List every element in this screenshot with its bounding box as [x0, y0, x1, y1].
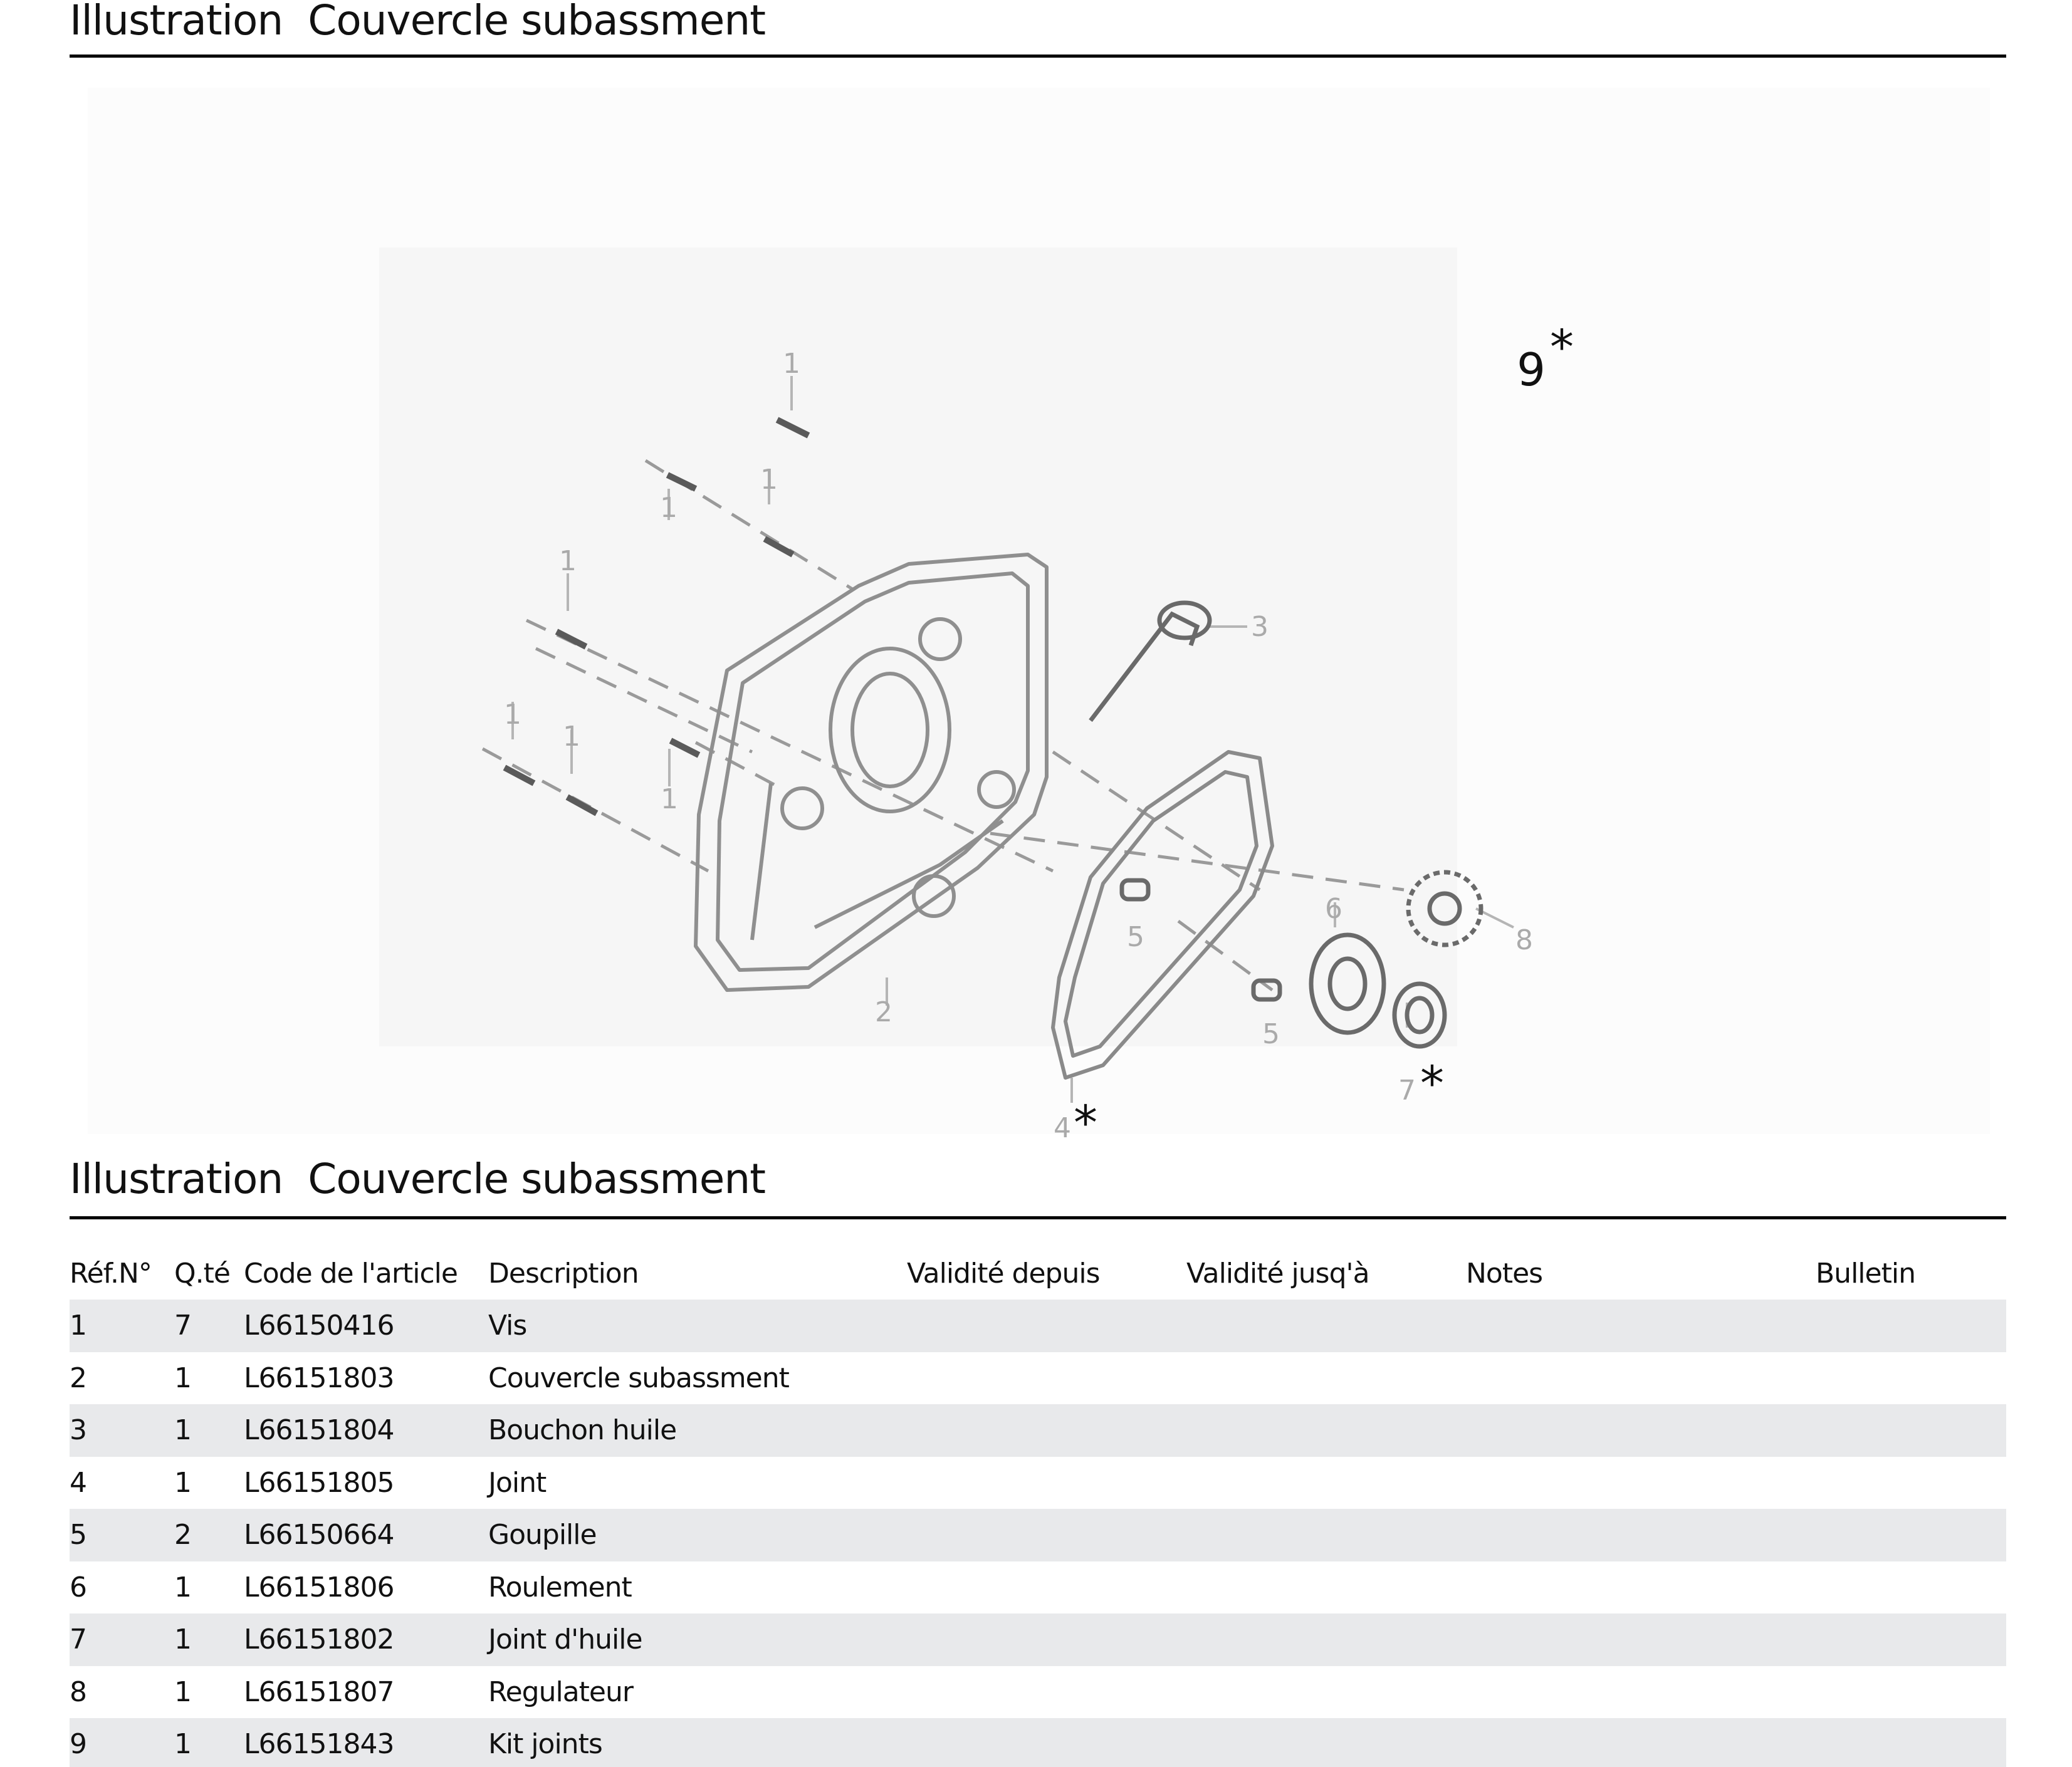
mount-boss [979, 772, 1014, 807]
cell-valid-to [1186, 1718, 1466, 1767]
oil-seal-icon [1394, 984, 1445, 1046]
cell-qty: 7 [174, 1300, 244, 1352]
callout-2: 2 [875, 996, 892, 1028]
cell-description: Goupille [488, 1509, 907, 1561]
callout-1: 1 [504, 699, 521, 731]
cell-qty: 1 [174, 1613, 244, 1666]
title-label: Illustration [70, 0, 283, 44]
cell-code: L66151804 [244, 1404, 488, 1457]
callout-1: 1 [783, 348, 800, 380]
governor-gear-icon [1408, 872, 1481, 945]
cell-valid-to [1186, 1300, 1466, 1352]
cell-qty: 1 [174, 1457, 244, 1509]
cell-bulletin [1816, 1718, 2006, 1767]
gasket-asterisk: * [1074, 1095, 1097, 1140]
cell-ref: 2 [70, 1352, 174, 1405]
cell-valid-to [1186, 1561, 1466, 1614]
cell-ref: 5 [70, 1509, 174, 1561]
cell-description: Bouchon huile [488, 1404, 907, 1457]
cell-bulletin [1816, 1300, 2006, 1352]
cell-valid-from [907, 1404, 1186, 1457]
cell-code: L66150416 [244, 1300, 488, 1352]
cover-rib [815, 821, 1003, 927]
mount-boss [782, 788, 822, 828]
cell-code: L66150664 [244, 1509, 488, 1561]
cell-description: Kit joints [488, 1718, 907, 1767]
cell-valid-to [1186, 1613, 1466, 1666]
cell-ref: 9 [70, 1718, 174, 1767]
cell-bulletin [1816, 1561, 2006, 1614]
cell-code: L66151805 [244, 1457, 488, 1509]
cell-qty: 1 [174, 1718, 244, 1767]
col-header-valid-from: Validité depuis [907, 1257, 1100, 1290]
cell-notes [1466, 1457, 1816, 1509]
governor-gear-hub [1430, 894, 1460, 924]
cell-valid-from [907, 1457, 1186, 1509]
cell-bulletin [1816, 1352, 2006, 1405]
oil-seal-icon-inner [1407, 998, 1432, 1032]
seal-asterisk: * [1420, 1055, 1444, 1111]
col-header-qty: Q.té [174, 1257, 230, 1290]
cell-notes [1466, 1300, 1816, 1352]
cell-notes [1466, 1666, 1816, 1719]
cell-description: Regulateur [488, 1666, 907, 1719]
cell-notes [1466, 1509, 1816, 1561]
parts-table [70, 1247, 2006, 1767]
col-header-bulletin: Bulletin [1816, 1257, 1915, 1290]
cell-bulletin [1816, 1666, 2006, 1719]
table-row [70, 1352, 2006, 1405]
col-header-ref: Réf.N° [70, 1257, 152, 1290]
title-text: Couvercle subassment [308, 0, 766, 44]
callout-6: 6 [1325, 893, 1342, 925]
cell-valid-from [907, 1509, 1186, 1561]
cell-description: Vis [488, 1300, 907, 1352]
cell-ref: 6 [70, 1561, 174, 1614]
bearing-bore-inner [852, 674, 928, 786]
cell-description: Roulement [488, 1561, 907, 1614]
cell-description: Joint d'huile [488, 1613, 907, 1666]
mount-boss [920, 619, 960, 659]
callout-1: 1 [559, 545, 577, 577]
oil-plug-icon [1091, 614, 1197, 721]
callout-1: 1 [661, 783, 678, 815]
cell-ref: 3 [70, 1404, 174, 1457]
table-row [70, 1666, 2006, 1719]
callout-4: 4 [1054, 1112, 1071, 1140]
col-header-valid-to: Validité jusq'à [1186, 1257, 1369, 1290]
cell-code: L66151803 [244, 1352, 488, 1405]
axis-line [990, 833, 1404, 890]
axis-line [526, 620, 1053, 871]
cell-notes [1466, 1613, 1816, 1666]
cell-description: Joint [488, 1457, 907, 1509]
cell-qty: 1 [174, 1561, 244, 1614]
cell-notes [1466, 1404, 1816, 1457]
dowel-pin-icon [1122, 880, 1148, 899]
table-row [70, 1509, 2006, 1561]
screw-icon [777, 420, 808, 435]
cell-qty: 1 [174, 1352, 244, 1405]
cell-code: L66151807 [244, 1666, 488, 1719]
cell-qty: 2 [174, 1509, 244, 1561]
kit-asterisk: * [1550, 319, 1574, 375]
cell-valid-to [1186, 1666, 1466, 1719]
bearing-icon-inner [1330, 959, 1365, 1009]
callout-3: 3 [1251, 611, 1269, 643]
callout-7: 7 [1398, 1075, 1416, 1107]
cell-qty: 1 [174, 1666, 244, 1719]
table-row [70, 1613, 2006, 1666]
cell-bulletin [1816, 1613, 2006, 1666]
table-row [70, 1457, 2006, 1509]
col-header-description: Description [488, 1257, 639, 1290]
callout-8: 8 [1515, 924, 1533, 956]
section-title-label: Illustration [70, 1155, 283, 1203]
screw-icon [765, 539, 793, 555]
table-row [70, 1404, 2006, 1457]
dowel-pin-icon [1253, 981, 1280, 999]
cell-ref: 7 [70, 1613, 174, 1666]
cell-code: L66151806 [244, 1561, 488, 1614]
screw-icon [671, 741, 699, 755]
screw-icon [557, 632, 586, 647]
cell-valid-from [907, 1561, 1186, 1614]
mount-boss [914, 876, 954, 916]
screw-icon [567, 797, 597, 813]
cell-ref: 8 [70, 1666, 174, 1719]
section-title-text: Couvercle subassment [308, 1155, 766, 1203]
cell-bulletin [1816, 1509, 2006, 1561]
cell-description: Couvercle subassment [488, 1352, 907, 1405]
kit-callout-9: 9 [1517, 343, 1546, 396]
cell-valid-from [907, 1718, 1186, 1767]
section-rule [70, 1216, 2006, 1219]
table-row [70, 1718, 2006, 1767]
callout-5: 5 [1262, 1018, 1280, 1050]
bearing-icon [1311, 935, 1384, 1033]
gasket-outline [1053, 752, 1272, 1078]
table-row [70, 1300, 2006, 1352]
cell-code: L66151802 [244, 1613, 488, 1666]
table-row [70, 1561, 2006, 1614]
cell-code: L66151843 [244, 1718, 488, 1767]
callout-5: 5 [1127, 921, 1144, 953]
cell-valid-to [1186, 1457, 1466, 1509]
cell-notes [1466, 1718, 1816, 1767]
cell-valid-to [1186, 1509, 1466, 1561]
callout-1: 1 [660, 492, 678, 524]
screw-icon [667, 475, 696, 489]
cell-valid-from [907, 1300, 1186, 1352]
cell-qty: 1 [174, 1404, 244, 1457]
cell-valid-from [907, 1666, 1186, 1719]
cell-notes [1466, 1352, 1816, 1405]
cell-ref: 1 [70, 1300, 174, 1352]
col-header-code: Code de l'article [244, 1257, 458, 1290]
cell-valid-to [1186, 1404, 1466, 1457]
cell-notes [1466, 1561, 1816, 1614]
cover-rib [752, 783, 771, 940]
cell-valid-to [1186, 1352, 1466, 1405]
col-header-notes: Notes [1466, 1257, 1543, 1290]
callout-1: 1 [563, 721, 580, 753]
cell-bulletin [1816, 1457, 2006, 1509]
callout-1: 1 [760, 464, 778, 496]
cover-flange [718, 573, 1028, 970]
cell-bulletin [1816, 1404, 2006, 1457]
gasket-inner [1065, 772, 1257, 1056]
section-title [70, 1155, 766, 1203]
cell-valid-from [907, 1352, 1186, 1405]
cell-valid-from [907, 1613, 1186, 1666]
table-header-row [70, 1247, 2006, 1300]
cell-ref: 4 [70, 1457, 174, 1509]
